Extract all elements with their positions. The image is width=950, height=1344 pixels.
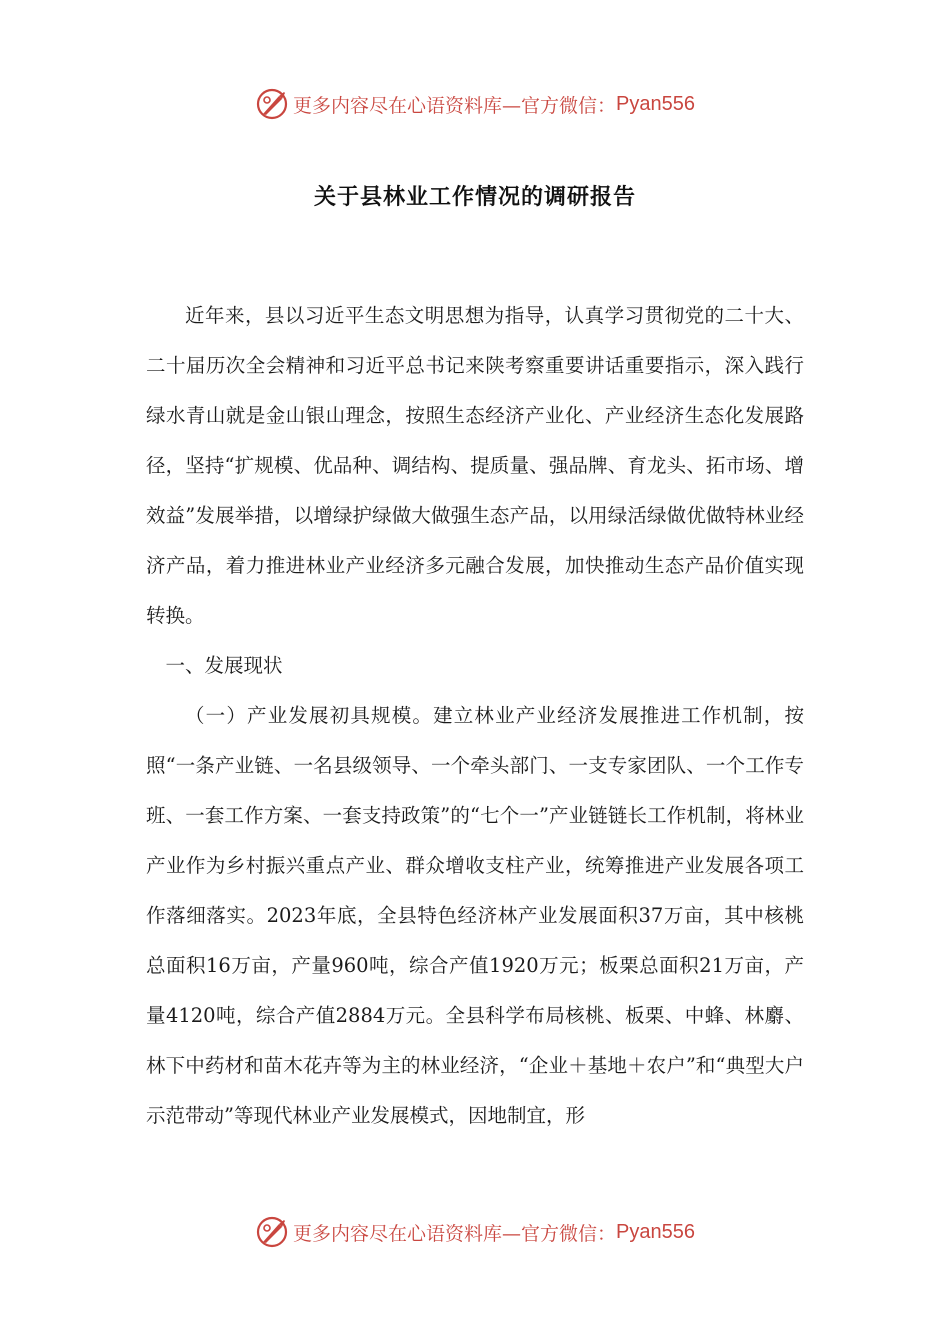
quill-pen-logo-icon: [255, 87, 289, 121]
footer-watermark: [0, 1212, 950, 1252]
header-watermark: [0, 84, 950, 124]
paragraph: （一）产业发展初具规模。建立林业产业经济发展推进工作机制，按照“一条产业链、一名县级领导、一个牵头部门、一支专家团队、一个工作专班、一套工作方案、一套支持政策”的“七个一”产业链链长工作机制，将林业产业作为乡村振兴重点产业、群众增收支柱产业，统筹推进产业发展各项工作落细落实。2023年底，全县特色经济林产业发展面积37万亩，其中核桃总面积16万亩，产量960吨，综合产值1920万元；板栗总面积21万亩，产量4120吨，综合产值2884万元。全县科学布局核桃、板栗、中蜂、林麝、林下中药材和苗木花卉等为主的林业经济，“企业＋基地＋农户”和“典型大户示范带动”等现代林业产业发展模式，因地制宜，形: [146, 704, 804, 1127]
watermark-text: 更多内容尽在心语资料库—官方微信：: [293, 94, 617, 117]
watermark-wechat-id: Pyan556: [616, 92, 695, 115]
watermark-wechat-id: Pyan556: [616, 1220, 695, 1243]
document-title: 关于县林业工作情况的调研报告: [313, 185, 636, 210]
watermark-text: 更多内容尽在心语资料库—官方微信：: [293, 1222, 617, 1245]
document-body: [146, 291, 804, 1141]
section-heading: 一、发展现状: [165, 654, 283, 677]
quill-pen-logo-icon: [255, 1215, 289, 1249]
paragraph: 近年来，县以习近平生态文明思想为指导，认真学习贯彻党的二十大、二十届历次全会精神和习近平总书记来陕考察重要讲话重要指示，深入践行绿水青山就是金山银山理念，按照生态经济产业化、产业经济生态化发展路径，坚持“扩规模、优品种、调结构、提质量、强品牌、育龙头、拓市场、增效益”发展举措，以增绿护绿做大做强生态产品，以用绿活绿做优做特林业经济产品，着力推进林业产业经济多元融合发展，加快推动生态产品价值实现转换。: [146, 304, 804, 627]
